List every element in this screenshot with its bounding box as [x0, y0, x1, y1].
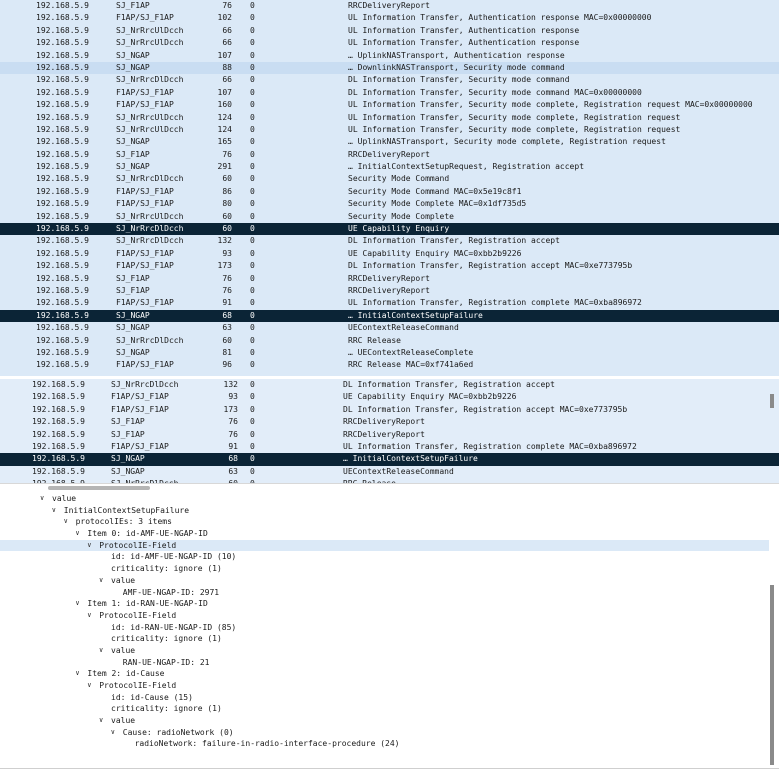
packet-row[interactable] — [0, 136, 779, 148]
packet-source: 192.168.5.9 — [36, 162, 89, 172]
packet-flag: 0 — [250, 211, 255, 221]
packet-row[interactable] — [0, 173, 779, 185]
packet-flag: 0 — [250, 466, 255, 476]
packet-protocol: F1AP/SJ_F1AP — [111, 404, 169, 414]
packet-protocol: SJ_F1AP — [111, 429, 145, 439]
packet-flag: 0 — [250, 199, 255, 209]
packet-flag: 0 — [250, 380, 255, 389]
packet-flag: 0 — [250, 100, 255, 110]
packet-length: 93 — [222, 248, 232, 258]
packet-flag: 0 — [250, 441, 255, 451]
tree-node[interactable] — [0, 668, 769, 680]
packet-row[interactable] — [0, 12, 779, 24]
packet-source: 192.168.5.9 — [36, 199, 89, 209]
packet-flag: 0 — [250, 50, 255, 60]
packet-source: 192.168.5.9 — [36, 87, 89, 97]
packet-info: UL Information Transfer, Security mode complete, Registration request — [348, 112, 681, 122]
packet-row[interactable] — [0, 453, 779, 465]
packet-source: 192.168.5.9 — [36, 25, 89, 35]
packet-flag: 0 — [250, 273, 255, 283]
tree-node[interactable] — [0, 493, 769, 505]
tree-node[interactable] — [0, 587, 769, 599]
packet-flag: 0 — [250, 112, 255, 122]
packet-row[interactable] — [0, 149, 779, 161]
tree-node[interactable] — [0, 680, 769, 692]
packet-length: 88 — [222, 62, 232, 72]
packet-length: 63 — [228, 466, 238, 476]
packet-flag: 0 — [250, 335, 255, 345]
packet-info: RRCDeliveryReport — [343, 429, 425, 439]
tree-node-label: InitialContextSetupFailure — [63, 505, 190, 515]
tree-node[interactable] — [0, 598, 769, 610]
tree-node-label: ProtocolIE-Field — [99, 610, 177, 620]
packet-length: 60 — [222, 224, 232, 234]
packet-protocol: SJ_NrRrcDlDcch — [116, 236, 184, 246]
packet-length: 60 — [222, 174, 232, 184]
packet-row[interactable] — [0, 62, 779, 74]
packet-info: Security Mode Command — [348, 174, 450, 184]
packet-length: 96 — [222, 360, 232, 370]
packet-flag: 0 — [250, 149, 255, 159]
packet-row[interactable] — [0, 124, 779, 136]
packet-length: 107 — [217, 87, 232, 97]
packet-length: 76 — [228, 429, 238, 439]
packet-length: 63 — [222, 323, 232, 333]
packet-info: Security Mode Complete MAC=0x1df735d5 — [348, 199, 527, 209]
packet-source: 192.168.5.9 — [32, 417, 85, 427]
packet-info: … UplinkNASTransport, Authentication response — [348, 50, 565, 60]
packet-protocol: SJ_F1AP — [111, 417, 145, 427]
packet-length: 80 — [222, 199, 232, 209]
packet-length: 76 — [222, 285, 232, 295]
packet-info: DL Information Transfer, Security mode command — [348, 75, 570, 85]
packet-protocol: F1AP/SJ_F1AP — [116, 248, 174, 258]
packet-row[interactable] — [0, 273, 779, 285]
packet-protocol: SJ_NrRrcUlDcch — [116, 38, 184, 48]
packet-length: 124 — [217, 124, 232, 134]
packet-length: 81 — [222, 347, 232, 357]
packet-length: 60 — [222, 211, 232, 221]
packet-flag: 0 — [250, 310, 255, 320]
expand-chevron-icon[interactable]: ∨ — [99, 575, 104, 584]
expand-chevron-icon[interactable]: ∨ — [87, 610, 92, 619]
packet-flag: 0 — [250, 236, 255, 246]
packet-row[interactable] — [0, 285, 779, 297]
packet-source: 192.168.5.9 — [32, 392, 85, 402]
packet-row[interactable] — [0, 359, 779, 371]
tree-node[interactable] — [0, 528, 769, 540]
packet-row[interactable] — [0, 198, 779, 210]
packet-protocol: F1AP/SJ_F1AP — [116, 87, 174, 97]
packet-protocol: F1AP/SJ_F1AP — [111, 441, 169, 451]
packet-source: 192.168.5.9 — [36, 38, 89, 48]
packet-source: 192.168.5.9 — [36, 335, 89, 345]
tree-node-label: id: id-AMF-UE-NGAP-ID (10) — [111, 552, 237, 562]
tree-node[interactable] — [0, 563, 769, 575]
packet-protocol: F1AP/SJ_F1AP — [111, 392, 169, 402]
packet-protocol: F1AP/SJ_F1AP — [116, 100, 174, 110]
packet-row[interactable] — [0, 0, 779, 12]
packet-flag: 0 — [250, 75, 255, 85]
packet-info: … InitialContextSetupFailure — [348, 310, 483, 320]
packet-row[interactable] — [0, 391, 779, 403]
packet-details-tree[interactable] — [0, 493, 779, 774]
packet-row[interactable] — [0, 416, 779, 428]
packet-protocol: SJ_NrRrcUlDcch — [116, 112, 184, 122]
packet-flag: 0 — [250, 174, 255, 184]
bottom-border — [0, 768, 779, 769]
packet-info: RRCDeliveryReport — [343, 417, 425, 427]
packet-row[interactable] — [0, 87, 779, 99]
packet-row[interactable] — [0, 235, 779, 247]
packet-source: 192.168.5.9 — [36, 298, 89, 308]
packet-flag: 0 — [250, 1, 255, 10]
packet-info: RRCDeliveryReport — [348, 149, 430, 159]
packet-length: 76 — [222, 1, 232, 10]
packet-info: UEContextReleaseCommand — [343, 466, 454, 476]
packet-row[interactable] — [0, 25, 779, 37]
packet-flag: 0 — [250, 25, 255, 35]
packet-flag: 0 — [250, 224, 255, 234]
packet-flag: 0 — [250, 137, 255, 147]
tree-node-label: protocolIEs: 3 items — [75, 517, 172, 527]
packet-protocol: SJ_NGAP — [116, 62, 150, 72]
packet-source: 192.168.5.9 — [36, 137, 89, 147]
tree-node-label: value — [111, 716, 136, 726]
packet-source: 192.168.5.9 — [36, 186, 89, 196]
packet-source: 192.168.5.9 — [32, 441, 85, 451]
packet-info: … InitialContextSetupRequest, Registration accept — [348, 162, 585, 172]
details-scrollbar[interactable] — [770, 585, 774, 765]
packet-length: 76 — [222, 273, 232, 283]
packet-flag: 0 — [250, 87, 255, 97]
packet-protocol: SJ_NGAP — [111, 454, 145, 464]
packet-source: 192.168.5.9 — [36, 248, 89, 258]
packet-info: UL Information Transfer, Registration complete MAC=0xba896972 — [343, 441, 637, 451]
packet-source: 192.168.5.9 — [36, 285, 89, 295]
packet-protocol: SJ_NrRrcDlDcch — [116, 335, 184, 345]
packet-flag: 0 — [250, 62, 255, 72]
packet-source: 192.168.5.9 — [32, 454, 85, 464]
tree-node[interactable] — [0, 610, 769, 622]
packet-protocol: SJ_F1AP — [116, 149, 150, 159]
packet-source: 192.168.5.9 — [36, 347, 89, 357]
tree-node-label: Item 0: id-AMF-UE-NGAP-ID — [87, 529, 208, 539]
packet-row[interactable] — [0, 223, 779, 235]
tree-node[interactable] — [0, 540, 769, 552]
tree-node-label: value — [52, 494, 77, 503]
packet-protocol: SJ_NGAP — [116, 347, 150, 357]
packet-source: 192.168.5.9 — [36, 236, 89, 246]
packet-flag: 0 — [250, 248, 255, 258]
packet-length: 102 — [217, 13, 232, 23]
packet-row[interactable] — [0, 404, 779, 416]
packet-source: 192.168.5.9 — [36, 310, 89, 320]
packet-flag: 0 — [250, 417, 255, 427]
expand-chevron-icon[interactable]: ∨ — [110, 727, 116, 736]
expand-chevron-icon[interactable]: ∨ — [75, 669, 80, 678]
packet-flag: 0 — [250, 124, 255, 134]
packet-info: … InitialContextSetupFailure — [343, 454, 478, 464]
packet-info: UE Capability Enquiry MAC=0xbb2b9226 — [343, 392, 517, 402]
packet-length: 160 — [217, 100, 232, 110]
packet-info: UL Information Transfer, Authentication response — [348, 38, 580, 48]
packet-row[interactable] — [0, 310, 779, 322]
tree-node-label: criticality: ignore (1) — [111, 634, 222, 644]
expand-chevron-icon[interactable]: ∨ — [87, 540, 92, 549]
tree-node[interactable] — [0, 505, 769, 517]
packet-protocol: SJ_NrRrcDlDcch — [111, 380, 179, 389]
packet-row[interactable] — [0, 37, 779, 49]
packet-length: 291 — [217, 162, 232, 172]
packet-length: 66 — [222, 25, 232, 35]
packet-row[interactable] — [0, 379, 779, 391]
packet-row[interactable] — [0, 347, 779, 359]
packet-source: 192.168.5.9 — [36, 224, 89, 234]
packet-protocol: F1AP/SJ_F1AP — [116, 199, 174, 209]
packet-protocol: F1AP/SJ_F1AP — [116, 298, 174, 308]
packet-source: 192.168.5.9 — [36, 100, 89, 110]
tree-node-label: radioNetwork: failure-in-radio-interface-procedure (24) — [134, 739, 400, 749]
packet-info: Security Mode Complete — [348, 211, 454, 221]
tree-node-label: id: id-RAN-UE-NGAP-ID (85) — [111, 622, 237, 632]
packet-info: RRCDeliveryReport — [348, 285, 430, 295]
packet-info: DL Information Transfer, Registration accept MAC=0xe773795b — [343, 404, 628, 414]
packet-info: RRC Release MAC=0xf741a6ed — [348, 360, 474, 370]
packet-source: 192.168.5.9 — [32, 380, 85, 389]
tree-node[interactable] — [0, 516, 769, 528]
packet-length: 68 — [222, 310, 232, 320]
packet-row[interactable] — [0, 112, 779, 124]
packet-flag: 0 — [250, 186, 255, 196]
tree-node-label: Item 2: id-Cause — [87, 669, 165, 679]
packet-info: UL Information Transfer, Authentication response MAC=0x00000000 — [348, 13, 652, 23]
packet-source: 192.168.5.9 — [36, 261, 89, 271]
packet-protocol: F1AP/SJ_F1AP — [116, 360, 174, 370]
packet-length: 91 — [228, 441, 238, 451]
packet-flag: 0 — [250, 392, 255, 402]
packet-protocol: SJ_NGAP — [111, 466, 145, 476]
packet-info: DL Information Transfer, Registration accept — [343, 380, 555, 389]
expand-chevron-icon[interactable]: ∨ — [40, 494, 45, 502]
packet-info: RRC Release — [348, 335, 401, 345]
packet-length: 124 — [217, 112, 232, 122]
packet-protocol: SJ_NrRrcUlDcch — [116, 25, 184, 35]
packet-length: 107 — [217, 50, 232, 60]
packet-flag: 0 — [250, 360, 255, 370]
packet-info: UL Information Transfer, Security mode complete, Registration request MAC=0x00000000 — [348, 100, 753, 110]
packet-length: 76 — [222, 149, 232, 159]
packet-row[interactable] — [0, 99, 779, 111]
expand-chevron-icon[interactable]: ∨ — [63, 517, 68, 526]
packet-info: UEContextReleaseCommand — [348, 323, 459, 333]
packet-row[interactable] — [0, 248, 779, 260]
packet-length: 68 — [228, 454, 238, 464]
tree-node-label: Item 1: id-RAN-UE-NGAP-ID — [87, 599, 208, 609]
tree-node[interactable] — [0, 575, 769, 587]
packet-flag: 0 — [250, 261, 255, 271]
packet-length: 93 — [228, 392, 238, 402]
tree-node[interactable] — [0, 645, 769, 657]
packet-flag: 0 — [250, 13, 255, 23]
packet-protocol: SJ_NGAP — [116, 162, 150, 172]
packet-info: RRCDeliveryReport — [348, 1, 430, 10]
packet-protocol: SJ_NGAP — [116, 310, 150, 320]
packet-protocol: SJ_NrRrcUlDcch — [116, 124, 184, 134]
horizontal-scrollbar-thumb[interactable] — [48, 486, 150, 490]
packet-flag: 0 — [250, 285, 255, 295]
packet-flag: 0 — [250, 38, 255, 48]
packet-info: … UEContextReleaseComplete — [348, 347, 474, 357]
tree-node[interactable] — [0, 692, 769, 704]
packet-source: 192.168.5.9 — [36, 211, 89, 221]
packet-protocol: SJ_NGAP — [116, 50, 150, 60]
packet-protocol: SJ_NrRrcDlDcch — [116, 224, 184, 234]
tree-node[interactable] — [0, 551, 769, 563]
packet-flag: 0 — [250, 323, 255, 333]
packet-source: 192.168.5.9 — [36, 112, 89, 122]
tree-node-label: value — [111, 645, 136, 655]
packet-protocol: SJ_NGAP — [116, 137, 150, 147]
packet-source: 192.168.5.9 — [36, 1, 89, 10]
packet-source: 192.168.5.9 — [36, 13, 89, 23]
packet-protocol: F1AP/SJ_F1AP — [116, 261, 174, 271]
packet-info: DL Information Transfer, Registration accept MAC=0xe773795b — [348, 261, 633, 271]
tree-node-label: AMF-UE-NGAP-ID: 2971 — [122, 587, 220, 597]
packet-protocol: SJ_NGAP — [116, 323, 150, 333]
tree-node-label: Cause: radioNetwork (0) — [122, 727, 234, 737]
tree-node[interactable] — [0, 622, 769, 634]
tree-node-label: ProtocolIE-Field — [99, 540, 177, 550]
packet-row[interactable] — [0, 429, 779, 441]
packet-source: 192.168.5.9 — [36, 75, 89, 85]
tree-node[interactable] — [0, 738, 769, 750]
expand-chevron-icon[interactable]: ∨ — [75, 599, 80, 608]
packet-info: … DownlinkNASTransport, Security mode command — [348, 62, 565, 72]
packet-source: 192.168.5.9 — [36, 50, 89, 60]
expand-chevron-icon[interactable]: ∨ — [75, 529, 80, 538]
packet-length: 76 — [228, 417, 238, 427]
packet-protocol: F1AP/SJ_F1AP — [116, 186, 174, 196]
expand-chevron-icon[interactable]: ∨ — [99, 716, 104, 725]
packet-info: RRCDeliveryReport — [348, 273, 430, 283]
packet-source: 192.168.5.9 — [36, 273, 89, 283]
packet-info: Security Mode Command MAC=0x5e19c8f1 — [348, 186, 522, 196]
packet-row[interactable] — [0, 441, 779, 453]
packet-info: UL Information Transfer, Registration complete MAC=0xba896972 — [348, 298, 642, 308]
packet-protocol: SJ_F1AP — [116, 1, 150, 10]
tree-node-label: ProtocolIE-Field — [99, 681, 177, 690]
expand-chevron-icon[interactable]: ∨ — [87, 681, 92, 689]
packet-list-pane[interactable] — [0, 0, 779, 376]
expand-chevron-icon[interactable]: ∨ — [99, 645, 104, 654]
tree-node[interactable] — [0, 715, 769, 727]
expand-chevron-icon[interactable]: ∨ — [51, 505, 57, 514]
packet-row[interactable] — [0, 260, 779, 272]
packet-source: 192.168.5.9 — [36, 174, 89, 184]
tree-node-label: RAN-UE-NGAP-ID: 21 — [122, 657, 210, 667]
packet-protocol: SJ_F1AP — [116, 273, 150, 283]
packet-row[interactable] — [0, 297, 779, 309]
packet-source: 192.168.5.9 — [32, 466, 85, 476]
tree-node[interactable] — [0, 727, 769, 739]
packet-flag: 0 — [250, 298, 255, 308]
packet-list-secondary-pane[interactable] — [0, 379, 779, 483]
packet-length: 60 — [222, 335, 232, 345]
packet-flag: 0 — [250, 404, 255, 414]
packet-source: 192.168.5.9 — [36, 149, 89, 159]
tree-node-label: criticality: ignore (1) — [111, 564, 222, 574]
packet-length: 91 — [222, 298, 232, 308]
packet-source: 192.168.5.9 — [36, 360, 89, 370]
packet-info: UE Capability Enquiry MAC=0xbb2b9226 — [348, 248, 522, 258]
packet-info: UL Information Transfer, Security mode complete, Registration request — [348, 124, 681, 134]
packet-length: 165 — [217, 137, 232, 147]
packet-protocol: SJ_F1AP — [116, 285, 150, 295]
packet-row[interactable] — [0, 186, 779, 198]
packet-row[interactable] — [0, 211, 779, 223]
packet-protocol: SJ_NrRrcDlDcch — [116, 75, 184, 85]
tree-node-label: criticality: ignore (1) — [111, 704, 222, 714]
packet-source: 192.168.5.9 — [32, 429, 85, 439]
packet-protocol: SJ_NrRrcUlDcch — [116, 211, 184, 221]
packet-length: 86 — [222, 186, 232, 196]
packet-length: 66 — [222, 38, 232, 48]
tree-node-label: value — [111, 575, 136, 585]
packet-length: 173 — [223, 404, 238, 414]
packet-source: 192.168.5.9 — [32, 404, 85, 414]
packet-info: DL Information Transfer, Registration accept — [348, 236, 560, 246]
packet-info: UL Information Transfer, Authentication response — [348, 25, 580, 35]
tree-node[interactable] — [0, 657, 769, 669]
packet-protocol: F1AP/SJ_F1AP — [116, 13, 174, 23]
packet-protocol: SJ_NrRrcDlDcch — [116, 174, 184, 184]
packet-length: 132 — [223, 380, 238, 389]
packet-row[interactable] — [0, 74, 779, 86]
packet-row[interactable] — [0, 322, 779, 334]
packet-list-scrollbar[interactable] — [770, 394, 774, 408]
packet-length: 66 — [222, 75, 232, 85]
packet-flag: 0 — [250, 162, 255, 172]
packet-row[interactable] — [0, 466, 779, 478]
packet-length: 173 — [217, 261, 232, 271]
packet-info: … UplinkNASTransport, Security mode complete, Registration request — [348, 137, 666, 147]
packet-flag: 0 — [250, 347, 255, 357]
tree-node[interactable] — [0, 633, 769, 645]
packet-row[interactable] — [0, 335, 779, 347]
packet-source: 192.168.5.9 — [36, 62, 89, 72]
packet-length: 132 — [217, 236, 232, 246]
packet-flag: 0 — [250, 429, 255, 439]
tree-node-label: id: id-Cause (15) — [111, 692, 193, 702]
packet-row[interactable] — [0, 161, 779, 173]
packet-info: DL Information Transfer, Security mode command MAC=0x00000000 — [348, 87, 642, 97]
packet-source: 192.168.5.9 — [36, 323, 89, 333]
packet-row[interactable] — [0, 50, 779, 62]
packet-info: UE Capability Enquiry — [348, 224, 450, 234]
tree-node[interactable] — [0, 703, 769, 715]
packet-flag: 0 — [250, 454, 255, 464]
packet-source: 192.168.5.9 — [36, 124, 89, 134]
